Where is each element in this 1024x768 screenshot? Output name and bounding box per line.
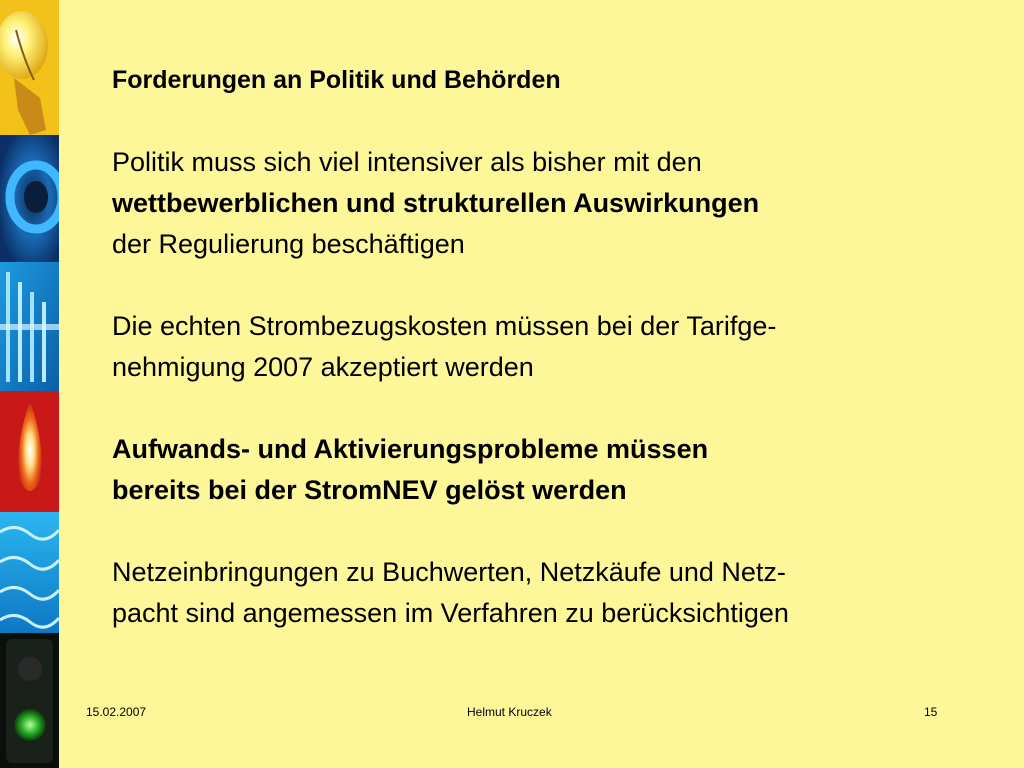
paragraph-strombezugskosten bbox=[112, 306, 992, 388]
spacer bbox=[112, 511, 992, 552]
light-bulb-icon bbox=[0, 0, 59, 135]
paragraph-aufwands bbox=[112, 429, 992, 511]
slide-content bbox=[112, 60, 992, 634]
footer-date: 15.02.2007 bbox=[86, 705, 147, 719]
paragraph-strombezugskosten-line-1: Die echten Strombezugskosten müssen bei der Tarifge- bbox=[112, 311, 777, 341]
water-pipes-icon bbox=[0, 262, 59, 391]
traffic-light-icon bbox=[0, 633, 59, 768]
paragraph-netzeinbringungen-line-1: Netzeinbringungen zu Buchwerten, Netzkäufe und Netz- bbox=[112, 557, 786, 587]
paragraph-netzeinbringungen-line-2: pacht sind angemessen im Verfahren zu berücksichtigen bbox=[112, 598, 789, 628]
paragraph-politik-line-3: der Regulierung beschäftigen bbox=[112, 229, 465, 259]
paragraph-politik bbox=[112, 142, 992, 265]
paragraph-politik-line-1: Politik muss sich viel intensiver als bisher mit den bbox=[112, 147, 702, 177]
slide-heading: Forderungen an Politik und Behörden bbox=[112, 66, 561, 94]
water-surface-icon bbox=[0, 512, 59, 633]
footer-page-number: 15 bbox=[924, 705, 938, 719]
spacer bbox=[112, 265, 992, 306]
spacer bbox=[112, 388, 992, 429]
gas-burner-icon bbox=[0, 135, 59, 262]
flame-icon bbox=[0, 391, 59, 512]
paragraph-strombezugskosten-line-2: nehmigung 2007 akzeptiert werden bbox=[112, 352, 534, 382]
footer-author: Helmut Kruczek bbox=[467, 705, 552, 719]
spacer bbox=[112, 101, 992, 142]
image-strip bbox=[0, 0, 59, 768]
paragraph-aufwands-line-1: Aufwands- und Aktivierungsprobleme müssen bbox=[112, 434, 709, 464]
paragraph-aufwands-line-2: bereits bei der StromNEV gelöst werden bbox=[112, 475, 627, 505]
paragraph-netzeinbringungen bbox=[112, 552, 992, 634]
paragraph-politik-line-2-bold: wettbewerblichen und strukturellen Auswirkungen bbox=[112, 188, 760, 218]
